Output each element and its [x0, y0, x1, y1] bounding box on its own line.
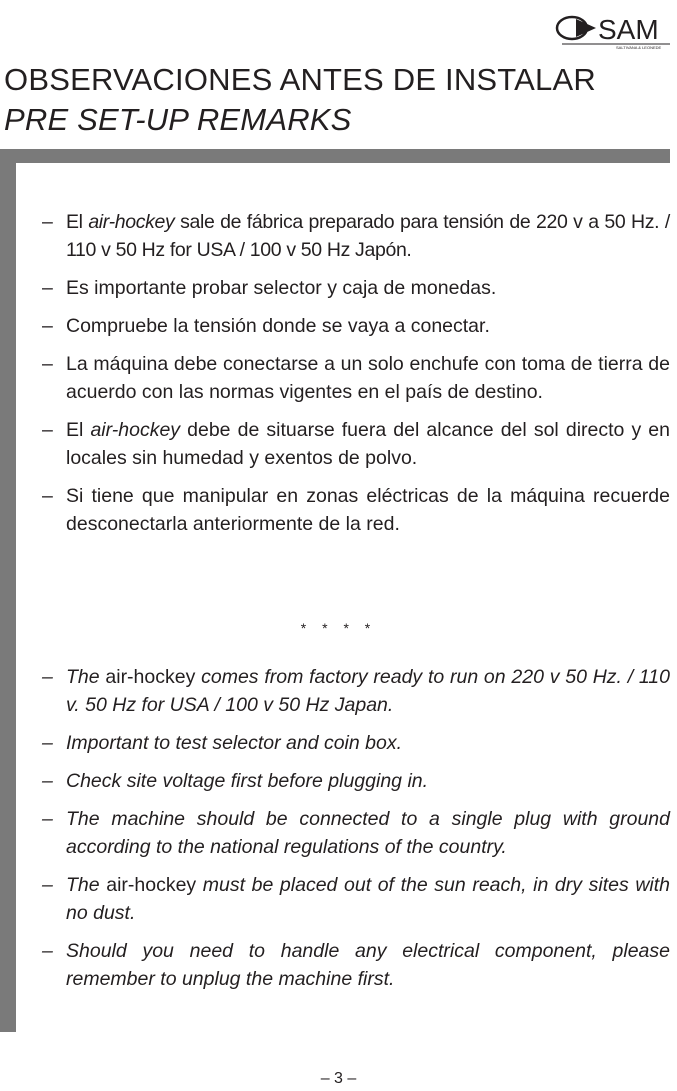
list-item: – Check site voltage first before plugging in.	[42, 767, 670, 795]
spanish-remarks-list	[42, 208, 670, 548]
list-item: – El air-hockey debe de situarse fuera del alcance del sol directo y en locales sin humedad y exentos de polvo.	[42, 416, 670, 472]
logo-tagline: SALTIVANA & LEONEDE	[616, 45, 662, 50]
title-spanish: OBSERVACIONES ANTES DE INSTALAR	[4, 62, 596, 97]
list-item: – Es importante probar selector y caja de monedas.	[42, 274, 670, 302]
list-item: – The machine should be connected to a single plug with ground according to the national regulations of the country.	[42, 805, 670, 861]
list-item: – The air-hockey must be placed out of the sun reach, in dry sites with no dust.	[42, 871, 670, 927]
list-item: – Compruebe la tensión donde se vaya a conectar.	[42, 312, 670, 340]
sam-logo-graphic	[554, 6, 672, 50]
page-number: – 3 –	[320, 1070, 357, 1087]
list-item: – Si tiene que manipular en zonas eléctricas de la máquina recuerde desconectarla anteriormente de la red.	[42, 482, 670, 538]
logo-text: SAM	[598, 14, 659, 45]
frame-left-bar	[0, 149, 16, 1032]
frame-top-bar	[0, 149, 670, 163]
list-item: – La máquina debe conectarse a un solo enchufe con toma de tierra de acuerdo con las normas vigentes en el país de destino.	[42, 350, 670, 406]
list-item: – Important to test selector and coin box.	[42, 729, 670, 757]
sam-logo	[554, 6, 672, 50]
list-item: – Should you need to handle any electrical component, please remember to unplug the machine first.	[42, 937, 670, 993]
title-english: PRE SET-UP REMARKS	[4, 102, 352, 137]
list-item: – The air-hockey comes from factory ready to run on 220 v 50 Hz. / 110 v. 50 Hz for USA / 100 v 50 Hz Japan.	[42, 663, 670, 719]
section-separator: * * * *	[300, 620, 377, 636]
list-item: – El air-hockey sale de fábrica preparado para tensión de 220 v a 50 Hz. / 110 v 50 Hz for USA / 100 v 50 Hz Japón.	[42, 208, 670, 264]
english-remarks-list	[42, 663, 670, 1003]
